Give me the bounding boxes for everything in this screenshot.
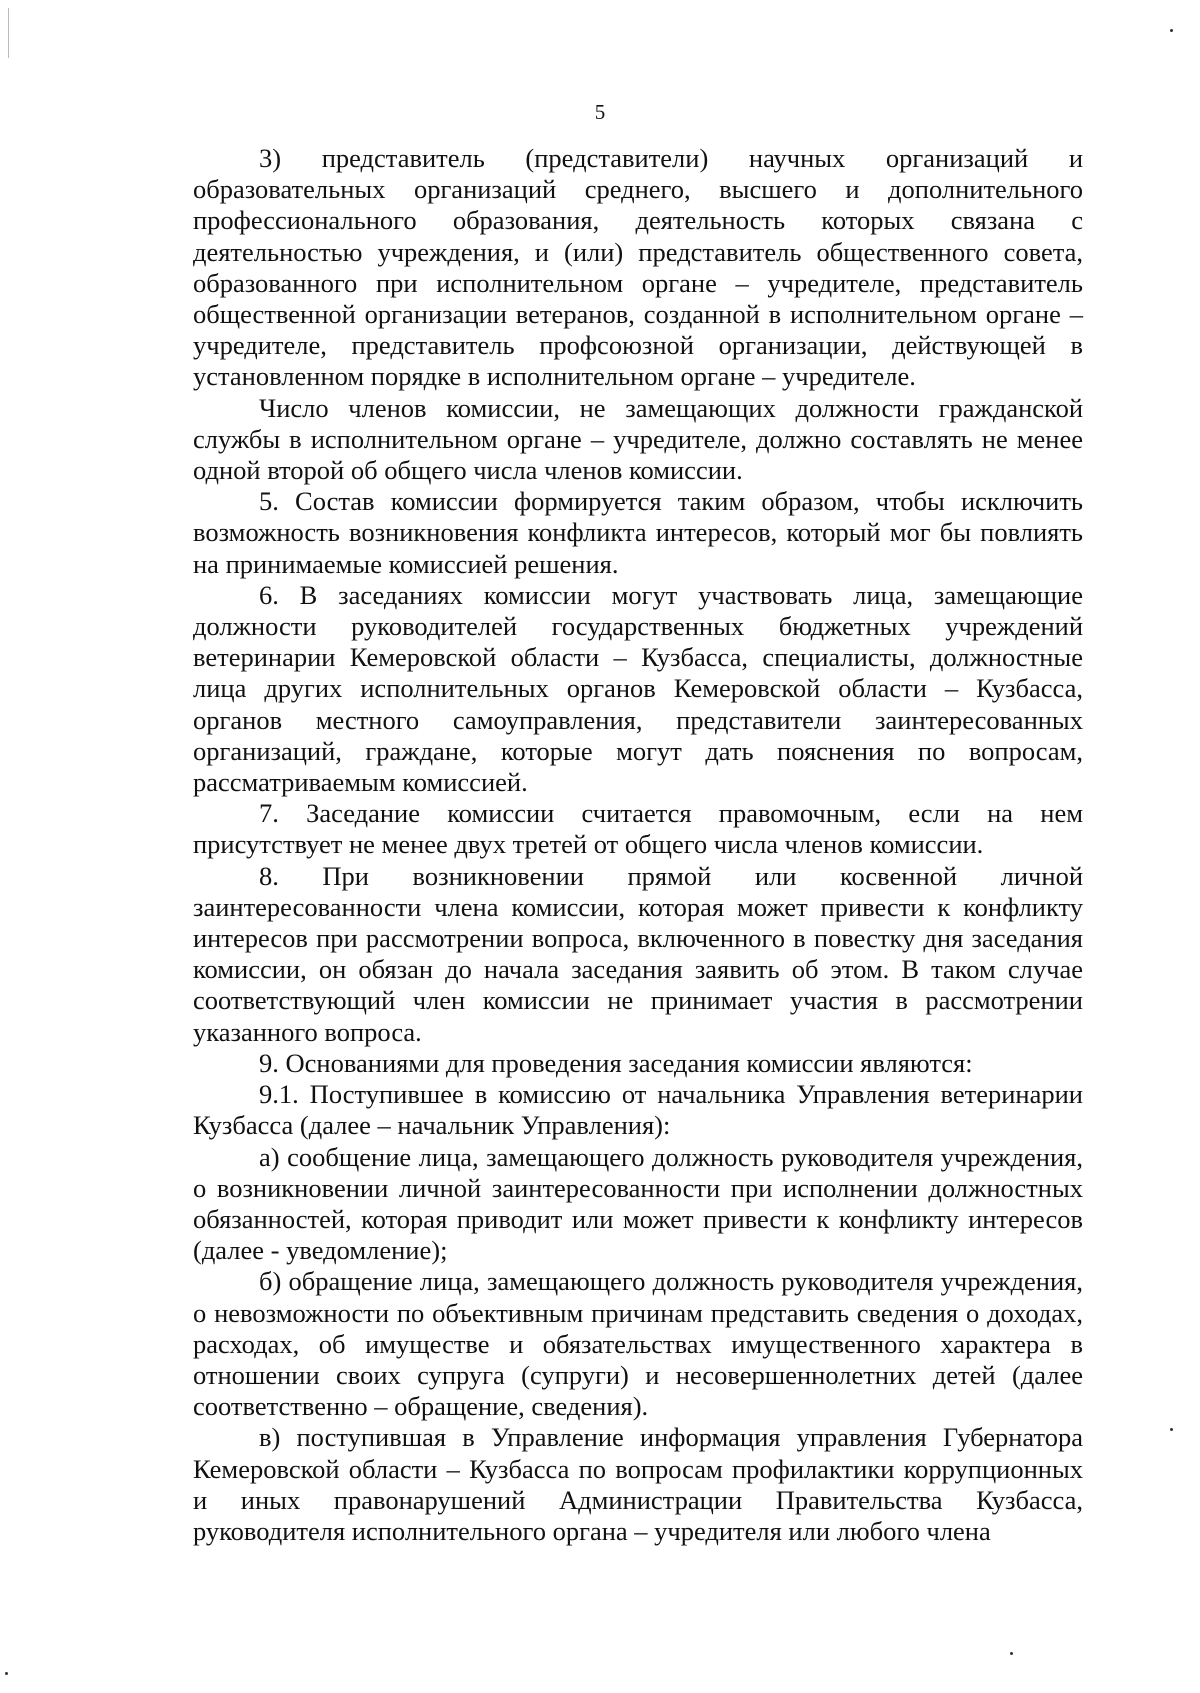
paragraph-3-representatives: 3) представитель (представители) научных организаций и образовательных организаций среднего, высшего и дополнительного профессионального образования, деятельность которых связана с деятельностью учреждения, и (или) представитель общественного совета, образованного при исполнительном органе – учредителе, представитель общественной организации ветеранов, созданной в исполнительном органе – учредителе, представитель профсоюзной организации, действующей в установленном порядке в исполнительном органе – учредителе.	[193, 143, 1083, 392]
paragraph-v-information: в) поступившая в Управление информация управления Губернатора Кемеровской области – Кузбасса по вопросам профилактики коррупционных и иных правонарушений Администрации Правительства Кузбасса, руководителя исполнительного органа – учредителя или любого члена	[193, 1422, 1083, 1546]
paragraph-a-notification: а) сообщение лица, замещающего должность руководителя учреждения, о возникновении личной заинтересованности при исполнении должностных обязанностей, которая приводит или может привести к конфликту интересов (далее - уведомление);	[193, 1141, 1083, 1266]
scan-speck	[1170, 29, 1173, 32]
scan-edge-mark	[8, 8, 9, 58]
paragraph-b-appeal: б) обращение лица, замещающего должность руководителя учреждения, о невозможности по объективным причинам представить сведения о доходах, расходах, об имуществе и обязательствах имущественного характера в отношении своих супруга (супруги) и несовершеннолетних детей (далее соответственно – обращение, сведения).	[193, 1266, 1083, 1422]
paragraph-6-participants: 6. В заседаниях комиссии могут участвовать лица, замещающие должности руководителей государственных бюджетных учреждений ветеринарии Кемеровской области – Кузбасса, специалисты, должностные лица других исполнительных органов Кемеровской области – Кузбасса, органов местного самоуправления, представители заинтересованных организаций, граждане, которые могут дать пояснения по вопросам, рассматриваемым комиссией.	[193, 579, 1083, 798]
paragraph-7-quorum: 7. Заседание комиссии считается правомочным, если на нем присутствует не менее двух третей от общего числа членов комиссии.	[193, 798, 1083, 860]
paragraph-9-grounds: 9. Основаниями для проведения заседания комиссии являются:	[259, 1047, 973, 1078]
scan-speck	[1010, 1652, 1013, 1655]
scan-speck	[5, 1672, 8, 1675]
scan-speck	[1170, 1428, 1173, 1431]
page-number: 5	[594, 100, 606, 124]
paragraph-9-1-received: 9.1. Поступившее в комиссию от начальника Управления ветеринарии Кузбасса (далее – начальник Управления):	[193, 1079, 1083, 1141]
document-body	[193, 143, 1083, 1547]
paragraph-non-civil-members: Число членов комиссии, не замещающих должности гражданской службы в исполнительном органе – учредителе, должно составлять не менее одной второй об общего числа членов комиссии.	[193, 392, 1083, 486]
paragraph-8-conflict-interest: 8. При возникновении прямой или косвенной личной заинтересованности члена комиссии, которая может привести к конфликту интересов при рассмотрении вопроса, включенного в повестку дня заседания комиссии, он обязан до начала заседания заявить об этом. В таком случае соответствующий член комиссии не принимает участия в рассмотрении указанного вопроса.	[193, 860, 1083, 1047]
paragraph-5-composition: 5. Состав комиссии формируется таким образом, чтобы исключить возможность возникновения конфликта интересов, который мог бы повлиять на принимаемые комиссией решения.	[193, 486, 1083, 579]
